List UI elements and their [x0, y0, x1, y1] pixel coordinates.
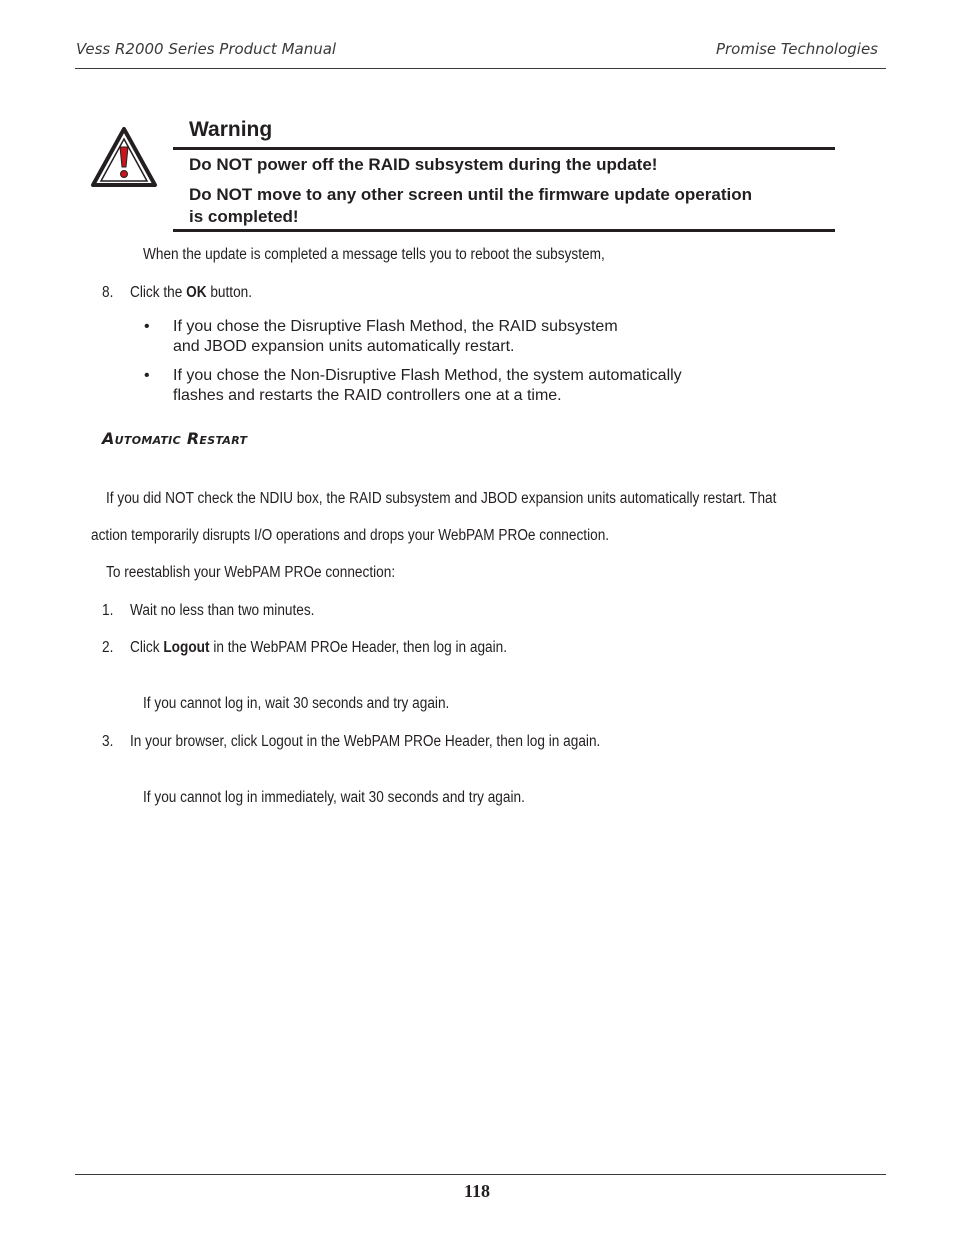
page-number: 118 [463, 1181, 490, 1201]
step-2-note: If you cannot log in, wait 30 seconds and try again. [143, 695, 450, 712]
step-2-text [130, 639, 507, 657]
warning-line-1: Do NOT power off the RAID subsystem during the update! [189, 155, 658, 174]
bullet-1-line-1: If you chose the Disruptive Flash Method, the RAID subsystem [173, 318, 618, 335]
bullet-2-line-1: If you chose the Non-Disruptive Flash Method, the system automatically [173, 367, 682, 384]
bullet-2-line-2: flashes and restarts the RAID controllers one at a time. [173, 387, 562, 404]
bullet-2-dot: • [144, 367, 150, 384]
bullet-1-dot: • [144, 318, 150, 335]
bullet-1-line-2: and JBOD expansion units automatically restart. [173, 338, 515, 355]
step-8-pre: Click the [130, 284, 187, 301]
header-left: Vess R2000 Series Product Manual [76, 40, 337, 58]
warning-top-rule [173, 147, 835, 150]
footer-rule [75, 1174, 886, 1175]
step-3-note: If you cannot log in immediately, wait 30 seconds and try again. [143, 789, 525, 806]
warning-line-2a: Do NOT move to any other screen until the firmware update operation [189, 185, 752, 204]
paragraph-1-line-1: If you did NOT check the NDIU box, the RAID subsystem and JBOD expansion units automatically restart. That [106, 490, 777, 507]
paragraph-1-line-2: action temporarily disrupts I/O operations and drops your WebPAM PROe connection. [91, 527, 610, 544]
warning-bottom-rule [173, 229, 835, 232]
step-2-number: 2. [102, 639, 114, 656]
section-title: Automatic Restart [102, 429, 248, 448]
header-rule [75, 68, 886, 69]
step-8-post: button. [206, 284, 253, 301]
paragraph-2: To reestablish your WebPAM PROe connection: [106, 564, 396, 581]
logout-label: Logout [163, 639, 210, 656]
step-2-pre: Click [130, 639, 164, 656]
header-right: Promise Technologies [715, 40, 878, 58]
update-message: When the update is completed a message tells you to reboot the subsystem, [143, 246, 605, 263]
step-2-post: in the WebPAM PROe Header, then log in again. [209, 639, 508, 656]
warning-line-2b: is completed! [189, 207, 299, 226]
warning-triangle-icon [89, 125, 159, 189]
warning-title: Warning [189, 118, 273, 141]
step-8-number: 8. [102, 284, 114, 301]
step-1-text: Wait no less than two minutes. [130, 602, 315, 619]
step-1-number: 1. [102, 602, 114, 619]
step-8-text [130, 284, 252, 302]
step-3-number: 3. [102, 733, 114, 750]
step-3-text: In your browser, click Logout in the WebPAM PROe Header, then log in again. [130, 733, 601, 750]
ok-button-label: OK [186, 284, 207, 301]
